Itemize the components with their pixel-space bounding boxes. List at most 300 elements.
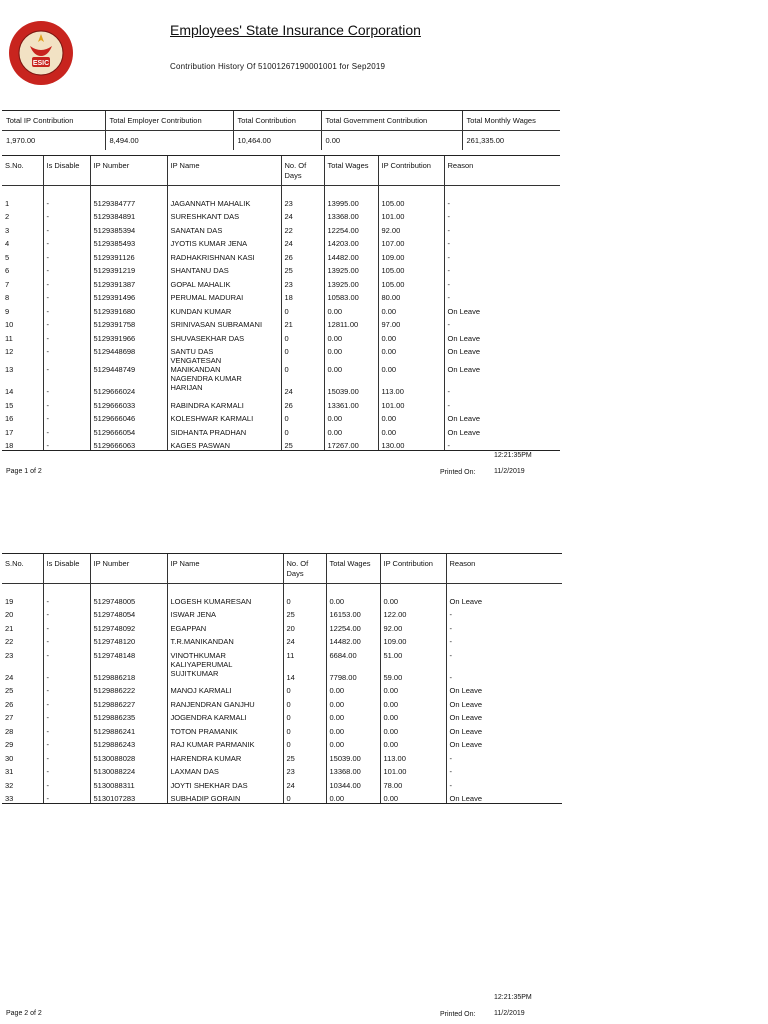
cell-is-disable: - [43, 682, 90, 696]
cell-is-disable: - [43, 722, 90, 736]
cell-days: 0 [281, 356, 324, 374]
cell-reason: On Leave [446, 695, 562, 709]
summary-value: 0.00 [321, 131, 462, 151]
cell-ip-number: 5129385394 [90, 221, 167, 235]
cell-ip-contribution: 0.00 [378, 302, 444, 316]
cell-wages: 0.00 [324, 343, 378, 357]
cell-reason: - [444, 262, 560, 276]
cell-is-disable: - [43, 316, 90, 330]
cell-ip-contribution: 0.00 [380, 682, 446, 696]
cell-ip-number: 5129886243 [90, 736, 167, 750]
cell-ip-number: 5129748092 [90, 619, 167, 633]
printed-on-date: 11/2/2019 [494, 1010, 525, 1017]
cell-is-disable: - [43, 660, 90, 682]
cell-reason: - [444, 316, 560, 330]
cell-ip-contribution: 105.00 [378, 275, 444, 289]
cell-days: 24 [281, 208, 324, 222]
cell-days: 24 [283, 633, 326, 647]
summary-value: 8,494.00 [105, 131, 233, 151]
cell-days: 0 [283, 736, 326, 750]
table-row [2, 356, 560, 374]
cell-reason: - [444, 235, 560, 249]
cell-sno: 9 [5, 306, 10, 316]
cell-days: 24 [281, 374, 324, 396]
cell-reason: On Leave [444, 329, 560, 343]
cell-wages: 15039.00 [326, 749, 380, 763]
cell-ip-name: EGAPPAN [167, 619, 283, 633]
table-row [2, 736, 562, 750]
cell-reason: On Leave [446, 736, 562, 750]
cell-ip-number: 5129886235 [90, 709, 167, 723]
col-header-reason: Reason [444, 156, 560, 186]
cell-is-disable: - [43, 396, 90, 410]
cell-ip-name: SANTU DAS [167, 343, 281, 357]
cell-is-disable: - [43, 208, 90, 222]
col-header-ip-number: IP Number [90, 156, 167, 186]
ip-name: VENGATESAN [170, 356, 222, 365]
cell-days: 25 [283, 606, 326, 620]
page-number: Page 2 of 2 [6, 1010, 42, 1017]
cell-ip-contribution: 113.00 [378, 374, 444, 396]
cell-ip-name: JAGANNATH MAHALIK [167, 194, 281, 208]
table-row [2, 289, 560, 303]
cell-sno: 7 [5, 279, 10, 289]
cell-is-disable: - [43, 262, 90, 276]
cell-ip-contribution: 0.00 [380, 709, 446, 723]
cell-ip-number: 5129666024 [90, 374, 167, 396]
cell-reason: - [446, 763, 562, 777]
cell-ip-name: RAJ KUMAR PARMANIK [167, 736, 283, 750]
cell-days: 0 [283, 709, 326, 723]
cell-ip-contribution: 107.00 [378, 235, 444, 249]
print-time: 12:21:35PM [494, 452, 532, 459]
cell-sno: 13 [5, 365, 14, 374]
cell-reason: On Leave [446, 790, 562, 804]
ip-name-continued: HARIJAN [170, 383, 203, 392]
logo-text: ESIC [32, 60, 50, 67]
cell-ip-number: 5129385493 [90, 235, 167, 249]
cell-ip-name: LOGESH KUMARESAN [167, 592, 283, 606]
table-row [2, 410, 560, 424]
cell-wages: 12811.00 [324, 316, 378, 330]
cell-is-disable: - [43, 423, 90, 437]
cell-days: 25 [281, 262, 324, 276]
cell-ip-number: 5129748005 [90, 592, 167, 606]
cell-days: 0 [283, 695, 326, 709]
cell-ip-contribution: 97.00 [378, 316, 444, 330]
cell-is-disable: - [43, 633, 90, 647]
cell-reason: - [444, 275, 560, 289]
col-header-reason: Reason [446, 554, 562, 584]
cell-reason: On Leave [444, 302, 560, 316]
cell-reason: On Leave [446, 592, 562, 606]
cell-reason: - [446, 606, 562, 620]
col-header-ip-number: IP Number [90, 554, 167, 584]
cell-ip-number: 5130088028 [90, 749, 167, 763]
cell-wages: 10344.00 [326, 776, 380, 790]
cell-reason: - [446, 619, 562, 633]
cell-ip-name: TOTON PRAMANIK [167, 722, 283, 736]
cell-ip-name: HARENDRA KUMAR [167, 749, 283, 763]
table-row [2, 275, 560, 289]
cell-is-disable: - [43, 275, 90, 289]
cell-days: 0 [281, 423, 324, 437]
cell-ip-contribution: 101.00 [378, 208, 444, 222]
spacer-row [2, 584, 562, 593]
table-row [2, 776, 562, 790]
cell-ip-number: 5130088311 [90, 776, 167, 790]
cell-ip-number: 5129391387 [90, 275, 167, 289]
cell-wages: 14482.00 [326, 633, 380, 647]
spacer-row [2, 186, 560, 195]
cell-sno: 28 [5, 726, 14, 736]
cell-wages: 0.00 [324, 302, 378, 316]
table-row [2, 695, 562, 709]
cell-ip-contribution: 0.00 [378, 343, 444, 357]
ip-name: NAGENDRA KUMAR [170, 374, 242, 383]
cell-sno: 4 [5, 239, 10, 248]
cell-wages: 10583.00 [324, 289, 378, 303]
cell-wages: 0.00 [326, 592, 380, 606]
cell-ip-number: 5129666054 [90, 423, 167, 437]
cell-days: 0 [281, 329, 324, 343]
table-row [2, 749, 562, 763]
cell-ip-contribution: 78.00 [380, 776, 446, 790]
table-row [2, 790, 562, 804]
cell-ip-name: KUNDAN KUMAR [167, 302, 281, 316]
cell-sno: 18 [2, 437, 43, 451]
cell-ip-contribution: 92.00 [378, 221, 444, 235]
cell-ip-contribution: 0.00 [378, 423, 444, 437]
cell-is-disable: - [43, 763, 90, 777]
cell-is-disable: - [43, 194, 90, 208]
cell-days: 0 [281, 302, 324, 316]
cell-ip-contribution: 113.00 [380, 749, 446, 763]
cell-ip-contribution: 0.00 [380, 695, 446, 709]
cell-reason: - [446, 633, 562, 647]
table-row [2, 606, 562, 620]
table-row [2, 437, 560, 451]
cell-days: 26 [281, 248, 324, 262]
cell-is-disable: - [43, 695, 90, 709]
cell-days: 0 [283, 592, 326, 606]
table-row [2, 221, 560, 235]
cell-ip-number: 5129666063 [90, 437, 167, 451]
cell-sno: 8 [5, 293, 10, 302]
table-row [2, 343, 560, 357]
cell-is-disable: - [43, 235, 90, 249]
cell-ip-name [167, 660, 283, 682]
cell-reason: - [444, 396, 560, 410]
cell-ip-contribution: 0.00 [380, 592, 446, 606]
table-row [2, 646, 562, 660]
cell-ip-name: PERUMAL MADURAI [167, 289, 281, 303]
cell-reason: - [444, 374, 560, 396]
cell-ip-name: SANATAN DAS [167, 221, 281, 235]
cell-days: 23 [283, 763, 326, 777]
cell-wages: 0.00 [324, 356, 378, 374]
cell-days: 0 [283, 790, 326, 804]
cell-reason: - [446, 660, 562, 682]
table-row [2, 235, 560, 249]
cell-ip-name: JYOTIS KUMAR JENA [167, 235, 281, 249]
col-header-is-disable: Is Disable [43, 554, 90, 584]
table-row [2, 396, 560, 410]
cell-sno: 27 [5, 713, 14, 722]
cell-ip-name: ISWAR JENA [167, 606, 283, 620]
cell-is-disable: - [43, 709, 90, 723]
col-header-wages: Total Wages [326, 554, 380, 584]
cell-ip-contribution: 51.00 [380, 646, 446, 660]
cell-ip-name: JOYTI SHEKHAR DAS [167, 776, 283, 790]
cell-ip-contribution: 0.00 [380, 736, 446, 750]
table-row [2, 592, 562, 606]
cell-wages: 6684.00 [326, 646, 380, 660]
table-row [2, 302, 560, 316]
cell-is-disable: - [43, 736, 90, 750]
cell-ip-contribution: 122.00 [380, 606, 446, 620]
cell-sno: 22 [5, 637, 14, 646]
cell-sno: 1 [5, 198, 10, 208]
cell-ip-number: 5129748054 [90, 606, 167, 620]
cell-reason: - [446, 776, 562, 790]
cell-ip-number: 5129391680 [90, 302, 167, 316]
cell-wages: 15039.00 [324, 374, 378, 396]
cell-ip-contribution: 59.00 [380, 660, 446, 682]
cell-reason: - [444, 221, 560, 235]
cell-reason: - [446, 646, 562, 660]
ip-name-continued: MANIKANDAN [170, 365, 221, 374]
cell-sno: 17 [5, 427, 14, 437]
cell-ip-number: 5129666046 [90, 410, 167, 424]
cell-ip-contribution: 0.00 [380, 790, 446, 804]
cell-ip-number: 5130107283 [90, 790, 167, 804]
cell-sno: 5 [5, 252, 10, 262]
cell-sno: 32 [5, 780, 14, 790]
summary-header: Total Monthly Wages [462, 111, 560, 131]
cell-days: 24 [283, 776, 326, 790]
cell-is-disable: - [43, 356, 90, 374]
summary-header: Total Contribution [233, 111, 321, 131]
cell-days: 22 [281, 221, 324, 235]
cell-ip-name: RANJENDRAN GANJHU [167, 695, 283, 709]
cell-reason: On Leave [444, 410, 560, 424]
cell-ip-number: 5129448749 [90, 356, 167, 374]
cell-sno: 6 [5, 266, 10, 275]
cell-ip-number: 5129886227 [90, 695, 167, 709]
table-header-row [2, 554, 562, 584]
cell-ip-number: 5129391496 [90, 289, 167, 303]
cell-days: 24 [281, 235, 324, 249]
cell-wages: 7798.00 [326, 660, 380, 682]
cell-ip-name: SUBHADIP GORAIN [167, 790, 283, 804]
cell-is-disable: - [43, 776, 90, 790]
cell-reason: On Leave [446, 722, 562, 736]
cell-is-disable: - [43, 410, 90, 424]
cell-is-disable: - [43, 749, 90, 763]
table-row [2, 619, 562, 633]
cell-ip-number: 5129886222 [90, 682, 167, 696]
cell-ip-name: SHUVASEKHAR DAS [167, 329, 281, 343]
cell-sno: 31 [5, 767, 14, 776]
cell-reason: On Leave [444, 423, 560, 437]
cell-reason: On Leave [444, 356, 560, 374]
col-header-sno: S.No. [2, 156, 43, 186]
cell-ip-name: MANOJ KARMALI [167, 682, 283, 696]
cell-ip-number: 5129748148 [90, 646, 167, 660]
summary-table [2, 110, 560, 150]
cell-ip-name: GOPAL MAHALIK [167, 275, 281, 289]
cell-ip-name: RADHAKRISHNAN KASI [167, 248, 281, 262]
cell-ip-number: 5129391126 [90, 248, 167, 262]
cell-days: 0 [283, 682, 326, 696]
cell-is-disable: - [43, 248, 90, 262]
cell-sno: 16 [5, 414, 14, 423]
col-header-sno: S.No. [2, 554, 43, 584]
page-title: Employees' State Insurance Corporation [170, 22, 421, 38]
cell-wages: 0.00 [326, 682, 380, 696]
cell-reason: On Leave [446, 709, 562, 723]
cell-is-disable: - [43, 646, 90, 660]
table-row [2, 722, 562, 736]
table-row [2, 660, 562, 682]
cell-wages: 0.00 [326, 722, 380, 736]
cell-sno: 10 [5, 320, 14, 329]
cell-sno: 2 [5, 212, 10, 221]
cell-wages: 13361.00 [324, 396, 378, 410]
table-row [2, 194, 560, 208]
cell-ip-name: VINOTHKUMAR [167, 646, 283, 660]
cell-ip-contribution: 92.00 [380, 619, 446, 633]
cell-ip-number: 5129886218 [90, 660, 167, 682]
cell-reason: - [444, 289, 560, 303]
cell-ip-contribution: 80.00 [378, 289, 444, 303]
cell-is-disable: - [43, 437, 90, 451]
cell-days: 20 [283, 619, 326, 633]
cell-reason: On Leave [444, 343, 560, 357]
cell-ip-name: KOLESHWAR KARMALI [167, 410, 281, 424]
cell-sno: 3 [5, 225, 10, 235]
cell-ip-name: RABINDRA KARMALI [167, 396, 281, 410]
cell-days: 21 [281, 316, 324, 330]
cell-is-disable: - [43, 592, 90, 606]
col-header-is-disable: Is Disable [43, 156, 90, 186]
cell-sno: 25 [5, 686, 14, 695]
cell-ip-name: JOGENDRA KARMALI [167, 709, 283, 723]
col-header-days: No. Of Days [283, 554, 326, 584]
report-subtitle: Contribution History Of 51001267190001001 for Sep2019 [170, 62, 386, 71]
cell-reason: - [444, 194, 560, 208]
cell-sno: 15 [5, 400, 14, 410]
cell-wages: 0.00 [326, 695, 380, 709]
table-body [2, 186, 560, 451]
cell-days: 26 [281, 396, 324, 410]
cell-sno: 29 [5, 740, 14, 749]
cell-ip-number: 5130088224 [90, 763, 167, 777]
cell-ip-contribution: 0.00 [378, 329, 444, 343]
cell-wages: 16153.00 [326, 606, 380, 620]
cell-sno: 11 [5, 333, 13, 343]
cell-ip-contribution: 0.00 [378, 410, 444, 424]
table-row [2, 682, 562, 696]
cell-is-disable: - [43, 374, 90, 396]
summary-value: 261,335.00 [462, 131, 560, 151]
page-number: Page 1 of 2 [6, 468, 42, 475]
cell-ip-name [167, 374, 281, 396]
cell-wages: 13925.00 [324, 262, 378, 276]
cell-days: 14 [283, 660, 326, 682]
cell-sno: 19 [5, 596, 14, 606]
cell-is-disable: - [43, 790, 90, 804]
cell-ip-contribution: 101.00 [378, 396, 444, 410]
table-row [2, 329, 560, 343]
table-row [2, 709, 562, 723]
col-header-ip-contribution: IP Contribution [380, 554, 446, 584]
cell-sno: 33 [2, 790, 43, 804]
col-header-ip-name: IP Name [167, 156, 281, 186]
table-row [2, 262, 560, 276]
summary-header: Total IP Contribution [2, 111, 105, 131]
cell-ip-contribution: 0.00 [380, 722, 446, 736]
cell-ip-name: SURESHKANT DAS [167, 208, 281, 222]
printed-on-date: 11/2/2019 [494, 468, 525, 475]
cell-days: 11 [283, 646, 326, 660]
cell-days: 0 [283, 722, 326, 736]
cell-ip-contribution: 105.00 [378, 194, 444, 208]
table-row [2, 633, 562, 647]
table-row [2, 248, 560, 262]
cell-ip-number: 5129666033 [90, 396, 167, 410]
cell-wages: 13995.00 [324, 194, 378, 208]
cell-ip-number: 5129391966 [90, 329, 167, 343]
cell-days: 25 [283, 749, 326, 763]
cell-wages: 0.00 [324, 329, 378, 343]
cell-ip-name: LAXMAN DAS [167, 763, 283, 777]
table-header-row [2, 156, 560, 186]
cell-ip-name: SHANTANU DAS [167, 262, 281, 276]
contribution-table-page-1 [2, 155, 560, 451]
cell-ip-number: 5129384891 [90, 208, 167, 222]
cell-ip-contribution: 101.00 [380, 763, 446, 777]
cell-ip-contribution: 130.00 [378, 437, 444, 451]
cell-sno: 26 [5, 699, 14, 709]
table-row [2, 374, 560, 396]
cell-ip-name: KAGES PASWAN [167, 437, 281, 451]
ip-name: SUJITKUMAR [170, 668, 219, 678]
contribution-table-page-2 [2, 553, 562, 804]
cell-days: 23 [281, 275, 324, 289]
cell-sno: 23 [5, 650, 14, 660]
cell-sno: 14 [5, 387, 14, 396]
cell-wages: 13368.00 [324, 208, 378, 222]
cell-days: 0 [281, 343, 324, 357]
cell-reason: - [444, 248, 560, 262]
col-header-wages: Total Wages [324, 156, 378, 186]
cell-ip-contribution: 109.00 [378, 248, 444, 262]
cell-is-disable: - [43, 619, 90, 633]
cell-ip-number: 5129384777 [90, 194, 167, 208]
cell-reason: On Leave [446, 682, 562, 696]
cell-sno: 21 [5, 623, 14, 633]
cell-sno: 24 [5, 672, 14, 682]
table-body [2, 584, 562, 804]
cell-wages: 13925.00 [324, 275, 378, 289]
cell-is-disable: - [43, 343, 90, 357]
cell-wages: 0.00 [326, 736, 380, 750]
table-row [2, 316, 560, 330]
cell-days: 25 [281, 437, 324, 451]
cell-ip-contribution: 0.00 [378, 356, 444, 374]
